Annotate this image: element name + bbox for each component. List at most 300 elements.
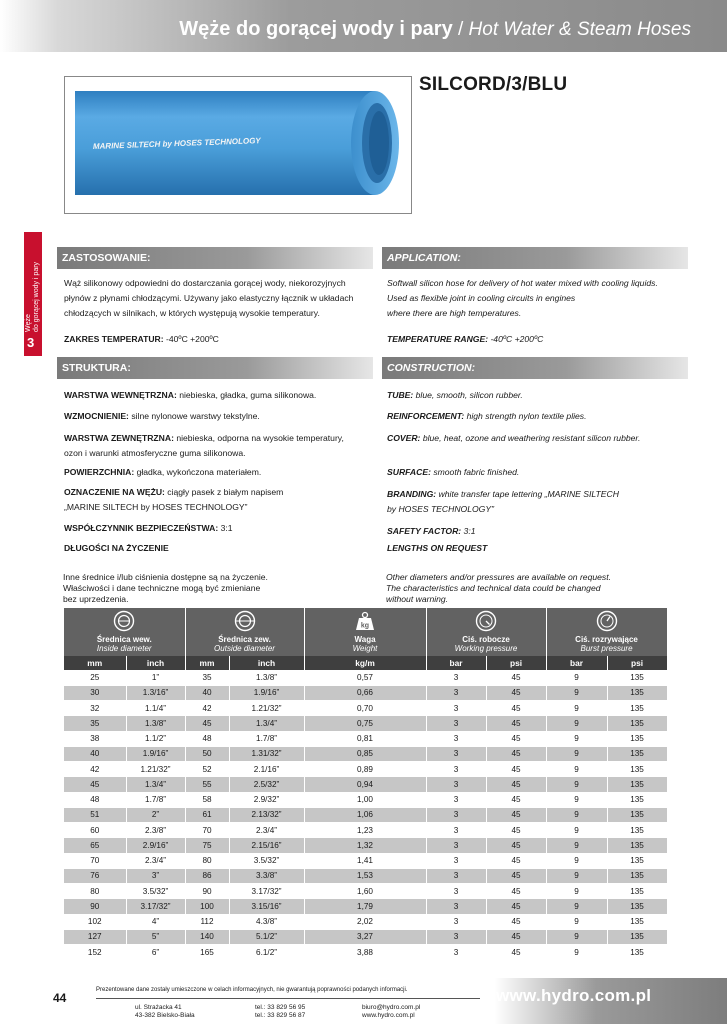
table-cell: 45 xyxy=(486,884,546,899)
table-cell: 40 xyxy=(185,685,229,700)
table-cell: 50 xyxy=(185,746,229,761)
table-cell: 9 xyxy=(546,777,607,792)
note-line: without warning. xyxy=(386,594,449,604)
table-cell: 9 xyxy=(546,868,607,883)
table-cell: 1.9/16” xyxy=(229,685,304,700)
spec-label: COVER: xyxy=(387,433,421,443)
section-bar-construction-pl: STRUKTURA: xyxy=(57,357,373,379)
temp-label-en: TEMPERATURE RANGE: xyxy=(387,334,489,344)
table-cell: 45 xyxy=(64,777,126,792)
table-row xyxy=(64,929,667,944)
table-cell: 3.17/32” xyxy=(126,899,185,914)
table-row xyxy=(64,853,667,868)
table-cell: 9 xyxy=(546,899,607,914)
spec-label: WARSTWA ZEWNĘTRZNA: xyxy=(64,433,174,443)
table-row xyxy=(64,899,667,914)
website-link[interactable]: www.hydro.com.pl xyxy=(496,986,652,1005)
table-cell: 45 xyxy=(486,670,546,685)
group-label: Ciś. robocze xyxy=(462,635,510,644)
table-row xyxy=(64,884,667,899)
table-cell: 1.7/8” xyxy=(126,792,185,807)
table-cell: 9 xyxy=(546,716,607,731)
lengths-pl xyxy=(64,541,169,556)
table-cell: 2.5/32” xyxy=(229,777,304,792)
spec-value: silne nylonowe warstwy tekstylne. xyxy=(128,411,260,421)
table-cell: 135 xyxy=(607,731,667,746)
table-cell: 135 xyxy=(607,746,667,761)
table-cell: 135 xyxy=(607,777,667,792)
spec-value: blue, smooth, silicon rubber. xyxy=(413,390,523,400)
table-cell: 51 xyxy=(64,807,126,822)
table-cell: 9 xyxy=(546,685,607,700)
unit-header: bar xyxy=(426,656,486,670)
table-cell: 80 xyxy=(64,884,126,899)
spec-label: DŁUGOŚCI NA ŻYCZENIE xyxy=(64,543,169,553)
lengths-en xyxy=(387,541,487,556)
table-cell: 0,70 xyxy=(304,701,426,716)
note-line: Other diameters and/or pressures are available on request. xyxy=(386,572,611,582)
table-row xyxy=(64,868,667,883)
table-cell: 1.1/4” xyxy=(126,701,185,716)
notes-pl xyxy=(63,572,363,605)
table-cell: 75 xyxy=(185,838,229,853)
table-row xyxy=(64,701,667,716)
table-cell: 42 xyxy=(64,762,126,777)
temperature-range-pl xyxy=(64,332,219,347)
note-line: The characteristics and technical data could be changed xyxy=(386,583,601,593)
hose-print-text: MARINE SILTECH by HOSES TECHNOLOGY xyxy=(92,136,261,151)
table-cell: 1,53 xyxy=(304,868,426,883)
table-cell: 4” xyxy=(126,914,185,929)
table-cell: 65 xyxy=(64,838,126,853)
group-working-pressure xyxy=(426,608,546,656)
side-tab-number: 3 xyxy=(27,335,35,350)
table-cell: 52 xyxy=(185,762,229,777)
notes-en xyxy=(386,572,706,605)
spec-value: smooth fabric finished. xyxy=(430,467,520,477)
table-cell: 45 xyxy=(185,716,229,731)
table-cell: 45 xyxy=(486,807,546,822)
table-cell: 9 xyxy=(546,945,607,960)
table-cell: 3 xyxy=(426,685,486,700)
table-cell: 2.3/4” xyxy=(229,823,304,838)
table-cell: 135 xyxy=(607,945,667,960)
table-row xyxy=(64,838,667,853)
unit-header: psi xyxy=(486,656,546,670)
table-cell: 3 xyxy=(426,792,486,807)
table-cell: 3 xyxy=(426,914,486,929)
section-bar-application-pl: ZASTOSOWANIE: xyxy=(57,247,373,269)
group-label-en: Outside diameter xyxy=(214,644,275,653)
burst-gauge-icon xyxy=(596,610,618,632)
table-cell: 9 xyxy=(546,929,607,944)
table-cell: 3,27 xyxy=(304,929,426,944)
unit-header: inch xyxy=(229,656,304,670)
application-text-pl xyxy=(64,276,380,321)
table-cell: 9 xyxy=(546,914,607,929)
table-cell: 1.31/32” xyxy=(229,746,304,761)
product-name: SILCORD/3/BLU xyxy=(419,74,568,95)
spec-value: white transfer tape lettering „MARINE SILTECH xyxy=(436,489,619,499)
unit-header: kg/m xyxy=(304,656,426,670)
hose-image xyxy=(75,89,405,197)
table-cell: 3 xyxy=(426,670,486,685)
spec-value: ozon i warunki atmosferyczne guma silikonowa. xyxy=(64,448,246,458)
table-cell: 3 xyxy=(426,945,486,960)
spec-value: niebieska, gładka, guma silikonowa. xyxy=(176,390,317,400)
application-pl-line: chłodzących w silnikach, w których występują wysokie temperatury. xyxy=(64,308,320,318)
table-cell: 135 xyxy=(607,868,667,883)
table-row xyxy=(64,777,667,792)
table-cell: 48 xyxy=(64,792,126,807)
table-cell: 3.5/32” xyxy=(229,853,304,868)
footer-contact xyxy=(362,1004,420,1020)
table-cell: 135 xyxy=(607,838,667,853)
table-cell: 45 xyxy=(486,868,546,883)
section-bar-construction-en: CONSTRUCTION: xyxy=(382,357,688,379)
weight-icon-text: kg xyxy=(360,622,370,630)
group-burst-pressure xyxy=(546,608,667,656)
spec-label: BRANDING: xyxy=(387,489,437,499)
reinforcement-spec-en xyxy=(387,409,586,424)
phone-line: tel.: 33 829 56 87 xyxy=(255,1012,306,1019)
footer-divider xyxy=(96,998,480,999)
table-cell: 2.15/16” xyxy=(229,838,304,853)
table-cell: 112 xyxy=(185,914,229,929)
table-cell: 135 xyxy=(607,914,667,929)
table-cell: 1” xyxy=(126,670,185,685)
table-cell: 3 xyxy=(426,731,486,746)
footer-disclaimer: Prezentowane dane zostały umieszczone w celach informacyjnych, nie gwarantują poprawności podanych informacji. xyxy=(96,987,408,993)
safety-factor-pl xyxy=(64,521,233,536)
spec-label: REINFORCEMENT: xyxy=(387,411,465,421)
cover-spec-en xyxy=(387,431,707,446)
spec-value: „MARINE SILTECH by HOSES TECHNOLOGY” xyxy=(64,502,248,512)
table-cell: 2.9/32” xyxy=(229,792,304,807)
table-cell: 1.3/4” xyxy=(126,777,185,792)
page-title xyxy=(179,18,691,41)
group-label: Ciś. rozrywające xyxy=(575,635,638,644)
surface-spec-pl xyxy=(64,465,261,480)
table-cell: 3 xyxy=(426,777,486,792)
side-tab-label xyxy=(25,222,41,332)
table-unit-header xyxy=(64,656,667,670)
table-row xyxy=(64,914,667,929)
table-cell: 80 xyxy=(185,853,229,868)
table-cell: 1.7/8” xyxy=(229,731,304,746)
table-cell: 45 xyxy=(486,929,546,944)
group-label-en: Burst pressure xyxy=(580,644,633,653)
unit-header: bar xyxy=(546,656,607,670)
table-cell: 135 xyxy=(607,929,667,944)
table-cell: 3 xyxy=(426,746,486,761)
table-cell: 3 xyxy=(426,807,486,822)
table-cell: 9 xyxy=(546,701,607,716)
table-cell: 2.13/32” xyxy=(229,807,304,822)
table-cell: 45 xyxy=(486,792,546,807)
table-cell: 135 xyxy=(607,884,667,899)
table-cell: 9 xyxy=(546,807,607,822)
table-cell: 0,57 xyxy=(304,670,426,685)
table-row xyxy=(64,762,667,777)
table-cell: 135 xyxy=(607,853,667,868)
table-cell: 1,79 xyxy=(304,899,426,914)
table-cell: 35 xyxy=(185,670,229,685)
table-cell: 2.3/8” xyxy=(126,823,185,838)
table-cell: 1,23 xyxy=(304,823,426,838)
table-cell: 0,81 xyxy=(304,731,426,746)
table-cell: 2.1/16” xyxy=(229,762,304,777)
application-pl-line: płynów z płynami chłodzącymi. Używany jako elastyczny łącznik w układach xyxy=(64,293,354,303)
spec-value: niebieska, odporna na wysokie temperatury, xyxy=(173,433,344,443)
application-text-en xyxy=(387,276,707,321)
specs-table xyxy=(64,608,667,960)
table-cell: 1,32 xyxy=(304,838,426,853)
table-cell: 1,00 xyxy=(304,792,426,807)
table-cell: 3.5/32” xyxy=(126,884,185,899)
branding-spec-en xyxy=(387,487,619,517)
table-row xyxy=(64,731,667,746)
title-separator: / xyxy=(452,19,469,40)
unit-header: psi xyxy=(607,656,667,670)
spec-value: ciągły pasek z białym napisem xyxy=(164,487,284,497)
spec-value: 3:1 xyxy=(461,526,476,536)
table-cell: 38 xyxy=(64,731,126,746)
spec-label: SAFETY FACTOR: xyxy=(387,526,462,536)
table-cell: 2.3/4” xyxy=(126,853,185,868)
group-label-en: Working pressure xyxy=(454,644,518,653)
branding-spec-pl xyxy=(64,485,283,515)
spec-label: TUBE: xyxy=(387,390,414,400)
table-cell: 9 xyxy=(546,838,607,853)
temp-value-pl: -40ºC +200ºC xyxy=(163,334,219,344)
spec-label: POWIERZCHNIA: xyxy=(64,467,135,477)
email-link[interactable]: biuro@hydro.com.pl xyxy=(362,1004,421,1011)
table-cell: 135 xyxy=(607,823,667,838)
group-label-en: Weight xyxy=(352,644,378,653)
table-cell: 3 xyxy=(426,929,486,944)
address-line: 43-382 Bielsko-Biała xyxy=(135,1012,195,1019)
table-cell: 135 xyxy=(607,899,667,914)
table-cell: 135 xyxy=(607,807,667,822)
table-cell: 9 xyxy=(546,731,607,746)
table-cell: 58 xyxy=(185,792,229,807)
table-cell: 6” xyxy=(126,945,185,960)
table-cell: 1,60 xyxy=(304,884,426,899)
unit-header: inch xyxy=(126,656,185,670)
table-cell: 1.3/8” xyxy=(126,716,185,731)
table-cell: 135 xyxy=(607,670,667,685)
table-cell: 2,02 xyxy=(304,914,426,929)
side-tab xyxy=(24,232,42,356)
table-cell: 3 xyxy=(426,838,486,853)
table-cell: 3 xyxy=(426,853,486,868)
group-weight xyxy=(304,608,426,656)
table-cell: 1,06 xyxy=(304,807,426,822)
table-cell: 0,75 xyxy=(304,716,426,731)
table-cell: 6.1/2” xyxy=(229,945,304,960)
product-photo xyxy=(64,76,412,214)
spec-value: blue, heat, ozone and weathering resistant silicon rubber. xyxy=(420,433,641,443)
table-cell: 60 xyxy=(64,823,126,838)
table-cell: 45 xyxy=(486,716,546,731)
table-cell: 1.1/2” xyxy=(126,731,185,746)
table-row xyxy=(64,685,667,700)
title-pl: Węże do gorącej wody i pary xyxy=(179,18,453,40)
table-cell: 70 xyxy=(185,823,229,838)
table-row xyxy=(64,945,667,960)
temp-label-pl: ZAKRES TEMPERATUR: xyxy=(64,334,164,344)
spec-label: LENGTHS ON REQUEST xyxy=(387,543,488,553)
outside-diameter-icon xyxy=(234,610,256,632)
table-cell: 86 xyxy=(185,868,229,883)
table-row xyxy=(64,792,667,807)
table-cell: 135 xyxy=(607,701,667,716)
group-outside-diameter xyxy=(185,608,304,656)
table-cell: 152 xyxy=(64,945,126,960)
application-en-line: Used as flexible joint in cooling circuits in engines xyxy=(387,293,576,303)
table-cell: 76 xyxy=(64,868,126,883)
table-cell: 140 xyxy=(185,929,229,944)
table-cell: 3,88 xyxy=(304,945,426,960)
table-cell: 135 xyxy=(607,762,667,777)
table-cell: 2.9/16” xyxy=(126,838,185,853)
cover-spec-pl xyxy=(64,431,382,461)
table-cell: 5.1/2” xyxy=(229,929,304,944)
table-cell: 5” xyxy=(126,929,185,944)
footer-phones xyxy=(255,1004,305,1020)
table-cell: 3 xyxy=(426,868,486,883)
address-line: ul. Strażacka 41 xyxy=(135,1004,182,1011)
table-cell: 1.21/32” xyxy=(229,701,304,716)
spec-label: WARSTWA WEWNĘTRZNA: xyxy=(64,390,177,400)
table-cell: 45 xyxy=(486,823,546,838)
tube-spec-pl xyxy=(64,388,316,403)
temperature-range-en xyxy=(387,332,543,347)
safety-factor-en xyxy=(387,524,476,539)
table-cell: 45 xyxy=(486,777,546,792)
phone-line: tel.: 33 829 56 95 xyxy=(255,1004,306,1011)
table-cell: 1.3/8” xyxy=(229,670,304,685)
table-cell: 0,89 xyxy=(304,762,426,777)
page-number: 44 xyxy=(53,991,67,1005)
spec-label: OZNACZENIE NA WĘŻU: xyxy=(64,487,165,497)
spec-value: gładka, wykończona materiałem. xyxy=(134,467,262,477)
note-line: Właściwości i dane techniczne mogą być zmieniane xyxy=(63,583,261,593)
table-cell: 45 xyxy=(486,685,546,700)
table-cell: 45 xyxy=(486,914,546,929)
tube-spec-en xyxy=(387,388,523,403)
spec-label: WSPÓŁCZYNNIK BEZPIECZEŃSTWA: xyxy=(64,523,219,533)
table-cell: 1,41 xyxy=(304,853,426,868)
table-cell: 45 xyxy=(486,762,546,777)
website-link-small[interactable]: www.hydro.com.pl xyxy=(362,1012,415,1019)
table-cell: 0,94 xyxy=(304,777,426,792)
pressure-gauge-icon xyxy=(475,610,497,632)
table-row xyxy=(64,823,667,838)
table-cell: 127 xyxy=(64,929,126,944)
table-cell: 9 xyxy=(546,884,607,899)
table-cell: 3.15/16” xyxy=(229,899,304,914)
surface-spec-en xyxy=(387,465,519,480)
table-cell: 135 xyxy=(607,685,667,700)
table-row xyxy=(64,670,667,685)
section-bar-application-en: APPLICATION: xyxy=(382,247,688,269)
table-cell: 45 xyxy=(486,701,546,716)
table-cell: 32 xyxy=(64,701,126,716)
table-cell: 4.3/8” xyxy=(229,914,304,929)
table-cell: 0,66 xyxy=(304,685,426,700)
table-cell: 165 xyxy=(185,945,229,960)
spec-value: 3:1 xyxy=(218,523,233,533)
table-cell: 9 xyxy=(546,853,607,868)
table-cell: 90 xyxy=(64,899,126,914)
title-en: Hot Water & Steam Hoses xyxy=(468,19,691,40)
table-cell: 35 xyxy=(64,716,126,731)
group-label: Waga xyxy=(354,635,376,644)
table-cell: 3.3/8” xyxy=(229,868,304,883)
weight-icon xyxy=(354,610,376,632)
table-cell: 9 xyxy=(546,762,607,777)
side-tab-line1: Węże xyxy=(25,314,32,332)
inside-diameter-icon xyxy=(113,610,135,632)
table-body xyxy=(64,670,667,960)
table-cell: 100 xyxy=(185,899,229,914)
unit-header: mm xyxy=(64,656,126,670)
table-cell: 45 xyxy=(486,838,546,853)
table-cell: 3 xyxy=(426,884,486,899)
table-cell: 45 xyxy=(486,731,546,746)
unit-header: mm xyxy=(185,656,229,670)
table-cell: 45 xyxy=(486,899,546,914)
footer-address xyxy=(135,1004,195,1020)
table-cell: 102 xyxy=(64,914,126,929)
table-cell: 70 xyxy=(64,853,126,868)
spec-label: SURFACE: xyxy=(387,467,431,477)
application-en-line: where there are high temperatures. xyxy=(387,308,522,318)
application-pl-line: Wąż silikonowy odpowiedni do dostarczania gorącej wody, niekorozyjnych xyxy=(64,278,346,288)
table-cell: 40 xyxy=(64,746,126,761)
note-line: Inne średnice i/lub ciśnienia dostępne są na życzenie. xyxy=(63,572,268,582)
spec-label: WZMOCNIENIE: xyxy=(64,411,129,421)
table-cell: 45 xyxy=(486,746,546,761)
group-label: Średnica zew. xyxy=(218,635,271,644)
spec-value: high strength nylon textile plies. xyxy=(464,411,587,421)
table-cell: 1.21/32” xyxy=(126,762,185,777)
table-cell: 135 xyxy=(607,716,667,731)
table-cell: 3 xyxy=(426,899,486,914)
table-cell: 2” xyxy=(126,807,185,822)
table-cell: 55 xyxy=(185,777,229,792)
table-cell: 9 xyxy=(546,823,607,838)
table-cell: 135 xyxy=(607,792,667,807)
temp-value-en: -40ºC +200ºC xyxy=(488,334,544,344)
table-cell: 1.3/16” xyxy=(126,685,185,700)
table-cell: 3 xyxy=(426,716,486,731)
table-group-header xyxy=(64,608,667,656)
group-label: Średnica wew. xyxy=(96,635,152,644)
table-cell: 45 xyxy=(486,945,546,960)
group-inside-diameter xyxy=(64,608,185,656)
table-row xyxy=(64,746,667,761)
table-cell: 1.9/16” xyxy=(126,746,185,761)
note-line: bez uprzedzenia. xyxy=(63,594,129,604)
application-en-line: Softwall silicon hose for delivery of hot water mixed with cooling liquids. xyxy=(387,278,658,288)
table-cell: 61 xyxy=(185,807,229,822)
group-label-en: Inside diameter xyxy=(96,644,152,653)
table-row xyxy=(64,807,667,822)
spec-value: by HOSES TECHNOLOGY” xyxy=(387,504,494,514)
